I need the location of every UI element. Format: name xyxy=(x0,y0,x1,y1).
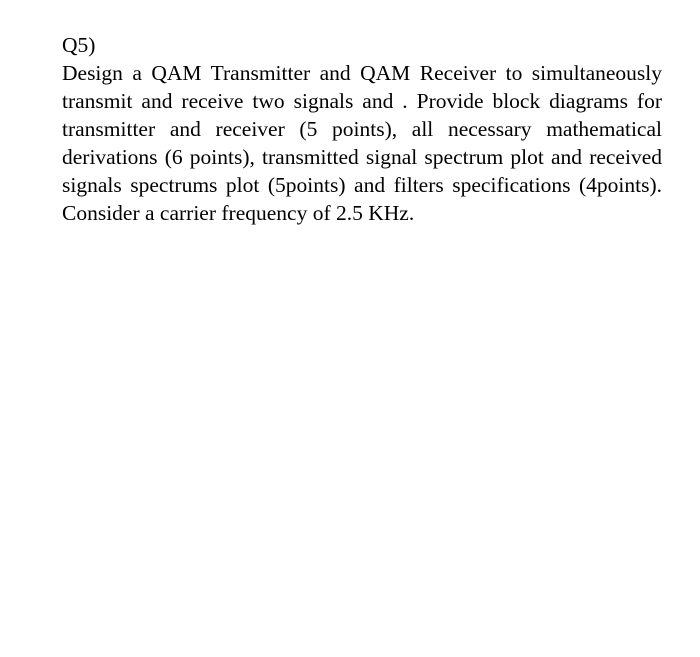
question-text: Design a QAM Transmitter and QAM Receiver to simultaneously transmit and receive two signals and . Provide block diagrams for transmitter and receiver (5 points), all necessary mathematical derivations (6 points), transmitted signal spectrum plot and received signals spectrums plot (5points) and filters specifications (4points). Consider a carrier frequency of 2.5 KHz. xyxy=(62,61,662,225)
question-number: Q5) xyxy=(62,33,96,57)
question-block xyxy=(62,31,662,227)
